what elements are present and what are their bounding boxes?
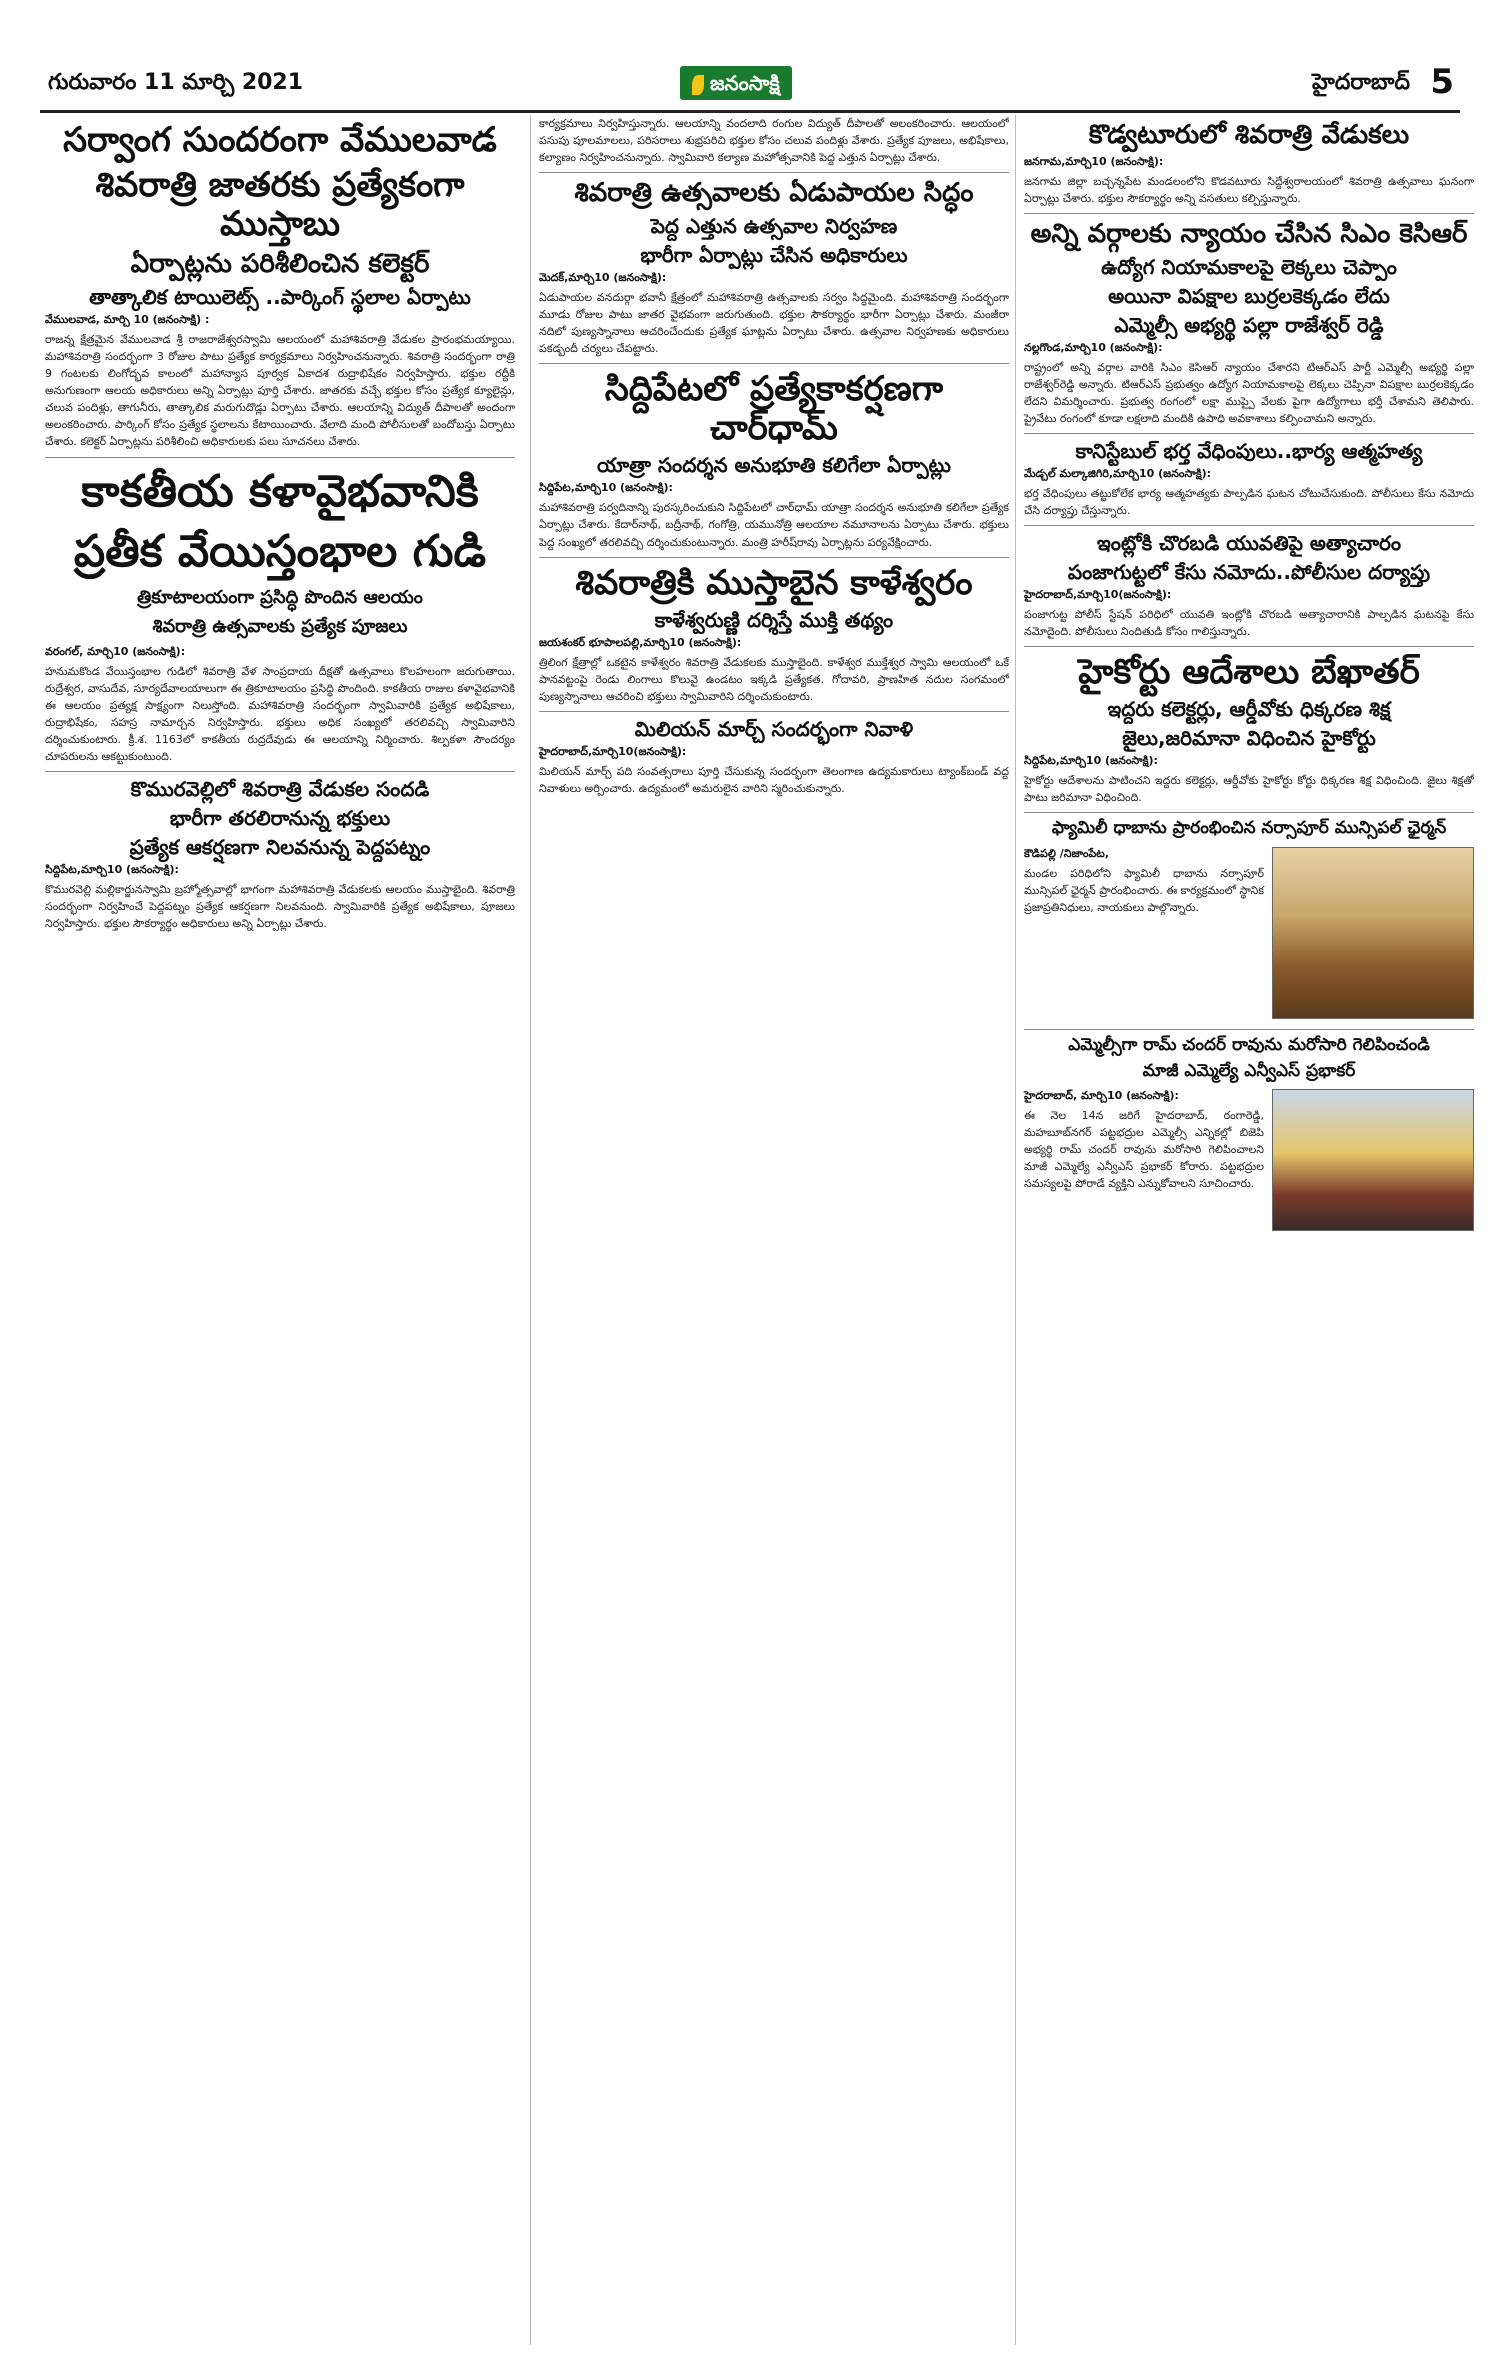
page-header bbox=[40, 60, 1460, 113]
dateline: మెదక్,మార్చి10 (జనంసాక్షి): bbox=[539, 271, 667, 285]
article-body: ఏడుపాయల వనదుర్గా భవానీ క్షేత్రంలో మహాశివరాత్రి ఉత్సవాలకు సర్వం సిద్ధమైంది. మహాశివరాత్రి సందర్భంగా మూడు రోజుల పాటు జాతర వైభవంగా జరుగుతుంది. భక్తుల సౌకర్యార్థం భారీగా ఏర్పాట్లు చేశారు. మంజీరా నదిలో పుణ్యస్నానాలు ఆచరించేందుకు ప్రత్యేక ఘాట్లను ఏర్పాటు చేశారు. ఉత్సవాల నిర్వహణకు అధికారులు పకడ్బందీ చర్యలు చేపట్టారు. bbox=[539, 291, 1009, 356]
article-body: మిలియన్ మార్చ్ పది సంవత్సరాలు పూర్తి చేసుకున్న సందర్భంగా తెలంగాణ ఉద్యమకారులు ట్యాంక్‌బండ్ వద్ద నివాళులు అర్పించారు. ఉద్యమంలో అమరులైన వారిని స్మరించుకున్నారు. bbox=[539, 764, 1009, 795]
article-body: హనుమకొండ వేయిస్తంభాల గుడిలో శివరాత్రి వేళ సాంప్రదాయ దీక్షతో ఉత్సవాలు కొలహలంగా జరుగుతాయి. రుద్రేశ్వర, వాసుదేవ, సూర్యదేవాలయాలుగా ఈ త్రికూటాలయం ప్రసిద్ధి పొందింది. కాకతీయ రాజుల కళావైభవానికి ఈ ఆలయం ప్రత్యక్ష సాక్ష్యంగా నిలుస్తోంది. మహాశివరాత్రి సందర్భంగా స్వామివారికి ప్రత్యేక అభిషేకాలు, రుద్రాభిషేకం, సహస్ర నామార్చన నిర్వహిస్తారు. భక్తులు అధిక సంఖ్యలో తరలివచ్చి స్వామివారిని దర్శించుకుంటారు. క్రీ.శ. 1163లో కాకతీయ రుద్రదేవుడు ఈ ఆలయాన్ని నిర్మించారు. శిల్పకళా సౌందర్యం చూపరులను ఆకట్టుకుంటుంది. bbox=[45, 665, 515, 764]
headline: కొడ్వటూరులో శివరాత్రి వేడుకలు bbox=[1088, 120, 1410, 150]
divider bbox=[45, 771, 515, 772]
article-body: రాష్ట్రంలో అన్ని వర్గాల వారికి సిఎం కెసిఆర్ న్యాయం చేశారని టిఆర్ఎస్ పార్టీ ఎమ్మెల్సీ అభ్యర్థి పల్లా రాజేశ్వర్‌రెడ్డి అన్నారు. టిఆర్ఎస్ ప్రభుత్వం ఉద్యోగ నియామకాలపై లెక్కలు చెప్పినా విపక్షాల బుర్రలకెక్కడం లేదని విమర్శించారు. ప్రభుత్వ రంగంలో లక్షా ముప్పై వేలకు పైగా ఉద్యోగాలు భర్తీ చేశామని తెలిపారు. ప్రైవేటు రంగంలో కూడా లక్షలాది మందికి ఉపాధి అవకాశాలు కల్పించామని అన్నారు. bbox=[1024, 360, 1474, 426]
column-2 bbox=[530, 115, 1009, 2345]
headline: సిద్దిపేటలో ప్రత్యేకాకర్షణగా చార్‌ధామ్ bbox=[604, 369, 944, 449]
divider bbox=[1024, 646, 1474, 647]
article-text bbox=[1024, 1085, 1264, 1198]
page-number: 5 bbox=[1430, 62, 1454, 102]
divider bbox=[539, 711, 1009, 712]
column-1 bbox=[45, 115, 515, 2345]
article-with-photo bbox=[1024, 1085, 1474, 1235]
headline: కాకతీయ కళావైభవానికి bbox=[81, 465, 479, 517]
article-body: కార్యక్రమాలు నిర్వహిస్తున్నారు. ఆలయాన్ని వందలాది రంగుల విద్యుత్ దీపాలతో అలంకరించారు. ఆలయంలో పసుపు పూలమాలలు, పరిసరాలు శుభ్రపరిచి భక్తుల కోసం చలువ పందిళ్లు వేశారు. ప్రత్యేక పూజలు, అభిషేకాలు, కల్యాణం నిర్వహించనున్నారు. స్వామివారి కల్యాణ మహోత్సవానికి పెద్ద ఎత్తున ఏర్పాట్లు చేశారు. bbox=[539, 117, 1009, 165]
subheadline: అయినా విపక్షాల బుర్రలకెక్కడం లేదు bbox=[1108, 283, 1390, 308]
subheadline: త్రికూటాలయంగా ప్రసిద్ధి పొందిన ఆలయం bbox=[137, 587, 423, 609]
headline: ఫ్యామిలీ ధాబాను ప్రారంభించిన నర్సాపూర్ మున్సిపల్ ఛైర్మన్ bbox=[1051, 818, 1447, 839]
dateline: హైదరాబాద్,మార్చి10(జనంసాక్షి): bbox=[539, 744, 687, 758]
subheadline: పెద్ద ఎత్తున ఉత్సవాల నిర్వహణ bbox=[650, 214, 898, 239]
headline: ప్రతీక వేయిస్తంభాల గుడి bbox=[73, 526, 487, 578]
subheadline: ఉద్యోగ నియామకాలపై లెక్కలు చెప్పాం bbox=[1101, 254, 1397, 279]
headline: మిలియన్ మార్చ్ సందర్భంగా నివాళి bbox=[634, 716, 914, 741]
dateline: నల్లగొండ,మార్చి10 (జనంసాక్షి): bbox=[1024, 340, 1163, 354]
dateline: హైదరాబాద్, మార్చి10 (జనంసాక్షి): bbox=[1024, 1089, 1179, 1103]
subheadline: భారీగా ఏర్పాట్లు చేసిన అధికారులు bbox=[640, 243, 908, 268]
divider bbox=[1024, 433, 1474, 434]
masthead-logo: జనంసాక్షి bbox=[680, 66, 792, 100]
article-body: హైకోర్టు ఆదేశాలను పాటించని ఇద్దరు కలెక్టర్లు, ఆర్డీవోకు హైకోర్టు కోర్టు ధిక్కరణ శిక్ష విధించింది. జైలు శిక్షతో పాటు జరిమానా విధించింది. bbox=[1024, 774, 1474, 805]
edition-city: హైదరాబాద్ bbox=[1312, 70, 1410, 95]
ribbon-cutting-photo bbox=[1272, 847, 1474, 1019]
dateline: సిద్దిపేట,మార్చి10 (జనంసాక్షి): bbox=[539, 481, 673, 495]
divider bbox=[1024, 812, 1474, 813]
article-body: మహాశివరాత్రి పర్వదినాన్ని పురస్కరించుకుని సిద్దిపేటలో చార్‌ధామ్ యాత్రా సందర్శన అనుభూతి కలిగేలా ప్రత్యేక ఏర్పాట్లు చేశారు. కేదార్‌నాథ్, బద్రీనాథ్, గంగోత్రి, యమునోత్రి ఆలయాల నమూనాలను ఏర్పాటు చేశారు. భక్తులు పెద్ద సంఖ్యలో తరలివచ్చి దర్శించుకుంటున్నారు. మంత్రి హరీష్‌రావు ఏర్పాట్లను పర్యవేక్షించారు. bbox=[539, 501, 1009, 549]
headline: కొమురవెల్లిలో శివరాత్రి వేడుకల సందడి bbox=[130, 777, 430, 802]
subheadline: శివరాత్రి ఉత్సవాలకు ప్రత్యేక పూజలు bbox=[152, 616, 408, 638]
divider bbox=[1024, 213, 1474, 214]
article-body: కొమురవెల్లి మల్లికార్జునస్వామి బ్రహ్మోత్సవాల్లో భాగంగా మహాశివరాత్రి వేడుకలకు ఆలయం ముస్తాబైంది. శివరాత్రి సందర్భంగా నిర్వహించే పెద్దపట్నం ప్రత్యేక ఆకర్షణగా నిలవనుంది. స్వామివారికి ప్రత్యేక అభిషేకాలు, పూజలు నిర్వహిస్తారు. భక్తుల సౌకర్యార్థం అధికారులు అన్ని ఏర్పాట్లు చేశారు. bbox=[45, 883, 515, 931]
article-body: జనగామ జిల్లా బచ్చన్నపేట మండలంలోని కొడవటూరు సిద్దేశ్వరాలయంలో శివరాత్రి ఉత్సవాలు ఘనంగా ఏర్పాట్లు చేశారు. భక్తుల సౌకర్యార్థం అన్ని వసతులు కల్పిస్తున్నారు. bbox=[1024, 174, 1474, 205]
article-body: రాజన్న క్షేత్రమైన వేములవాడ శ్రీ రాజరాజేశ్వరస్వామి ఆలయంలో మహాశివరాత్రి వేడుకల ప్రారంభమయ్యాయి. మహాశివరాత్రి సందర్భంగా 3 రోజుల పాటు ప్రత్యేక కార్యక్రమాలు నిర్వహించనున్నారు. శివరాత్రి సందర్భంగా రాత్రి 9 గంటలకు లింగోద్భవ కాలంలో మహాన్యాస పూర్వక ఏకాదశ రుద్రాభిషేకం నిర్వహిస్తారు. భక్తుల రద్దీకి అనుగుణంగా ఆలయ అధికారులు అన్ని ఏర్పాట్లు పూర్తి చేశారు. జాతరకు వచ్చే భక్తుల కోసం ప్రత్యేక క్యూలైన్లు, చలువ పందిళ్లు, తాగునీరు, తాత్కాలిక మరుగుదొడ్లు ఏర్పాటు చేశారు. ఆలయాన్ని విద్యుత్ దీపాలతో అందంగా అలంకరించారు. పార్కింగ్ కోసం ప్రత్యేక స్థలాలను కేటాయించారు. వేలాది మంది పోలీసులతో బందోబస్తు ఏర్పాటు చేశారు. కలెక్టర్ ఏర్పాట్లను పరిశీలించి అధికారులకు పలు సూచనలు చేశారు. bbox=[45, 333, 515, 449]
divider bbox=[539, 557, 1009, 558]
divider bbox=[539, 363, 1009, 364]
dateline: సిద్దిపేట,మార్చి10 (జనంసాక్షి): bbox=[1024, 754, 1158, 768]
article-body: భర్త వేధింపులు తట్టుకోలేక భార్య ఆత్మహత్యకు పాల్పడిన ఘటన చోటుచేసుకుంది. పోలీసులు కేసు నమోదు చేసి దర్యాప్తు చేస్తున్నారు. bbox=[1024, 487, 1474, 518]
subheadline: ప్రత్యేక ఆకర్షణగా నిలవనున్న పెద్దపట్నం bbox=[129, 835, 431, 860]
divider bbox=[539, 172, 1009, 173]
article-text bbox=[1024, 843, 1264, 922]
divider bbox=[45, 457, 515, 458]
article-body: త్రిలింగ క్షేత్రాల్లో ఒకటైన కాళేశ్వరం శివరాత్రి వేడుకలకు ముస్తాబైంది. కాళేశ్వర ముక్తేశ్వర స్వామి ఆలయంలో ఒకే పానవట్టంపై రెండు లింగాలు కొలువై ఉండటం ఇక్కడి ప్రత్యేకత. గోదావరి, ప్రాణహిత నదుల సంగమంలో పుణ్యస్నానాలు ఆచరించి భక్తులు స్వామివారిని దర్శించుకుంటారు. bbox=[539, 655, 1009, 703]
dateline: జయశంకర్ భూపాలపల్లి,మార్చి10 (జనంసాక్షి): bbox=[539, 635, 742, 649]
dateline: వేములవాడ, మార్చి 10 (జనంసాక్షి) : bbox=[45, 313, 210, 327]
headline: ఇంట్లోకి చొరబడి యువతిపై అత్యాచారం bbox=[1097, 531, 1401, 556]
divider bbox=[1024, 525, 1474, 526]
headline: శివరాత్రి జాతరకు ప్రత్యేకంగా ముస్తాబు bbox=[95, 165, 465, 245]
subheadline: మాజీ ఎమ్మెల్యే ఎన్వీఎస్ ప్రభాకర్ bbox=[1142, 1060, 1356, 1081]
subheadline: తాత్కాలిక టాయిలెట్స్ ..పార్కింగ్ స్థలాల ఏర్పాటు bbox=[89, 285, 471, 310]
headline: కానిస్టేబుల్ భర్త వేధింపులు..భార్య ఆత్మహత్య bbox=[1075, 439, 1423, 464]
headline: సర్వాంగ సుందరంగా వేములవాడ bbox=[63, 120, 497, 160]
headline: ఎమ్మెల్సీగా రామ్ చందర్ రావును మరోసారి గెలిపించండి bbox=[1068, 1034, 1430, 1055]
subheadline: పంజాగుట్టలో కేసు నమోదు..పోలీసుల దర్యాప్తు bbox=[1067, 560, 1431, 585]
article-with-photo bbox=[1024, 843, 1474, 1023]
subheadline: కాళేశ్వరుణ్ణి దర్శిస్తే ముక్తి తథ్యం bbox=[654, 607, 894, 632]
dateline: మేడ్చల్ మల్కాజిగిరి,మార్చి10 (జనంసాక్షి): bbox=[1024, 467, 1211, 481]
dateline: జనగామ,మార్చి10 (జనంసాక్షి): bbox=[1024, 154, 1164, 168]
meeting-photo bbox=[1272, 1089, 1474, 1231]
subheadline: జైలు,జరిమానా విధించిన హైకోర్టు bbox=[1122, 726, 1376, 751]
subheadline: యాత్రా సందర్శన అనుభూతి కలిగేలా ఏర్పాట్లు bbox=[597, 453, 951, 478]
article-body: పంజాగుట్ట పోలీస్ స్టేషన్ పరిధిలో యువతి ఇంట్లోకి చొరబడి అత్యాచారానికి పాల్పడిన ఘటనపై కేసు నమోదైంది. పోలీసులు నిందితుడి కోసం గాలిస్తున్నారు. bbox=[1024, 608, 1474, 639]
article-body: ఈ నెల 14న జరిగే హైదరాబాద్, రంగారెడ్డి, మహబూబ్‌నగర్ పట్టభద్రుల ఎమ్మెల్సీ ఎన్నికల్లో బిజెపి అభ్యర్థి రామ్ చందర్ రావును మరోసారి గెలిపించాలని మాజీ ఎమ్మెల్యే ఎన్వీఎస్ ప్రభాకర్ కోరారు. పట్టభద్రుల సమస్యలపై పోరాడే వ్యక్తిని ఎన్నుకోవాలని సూచించారు. bbox=[1024, 1109, 1264, 1191]
subheadline: ఎమ్మెల్సీ అభ్యర్థి పల్లా రాజేశ్వర్ రెడ్డి bbox=[1114, 312, 1384, 337]
headline: అన్ని వర్గాలకు న్యాయం చేసిన సిఎం కెసిఆర్ bbox=[1030, 218, 1468, 249]
dateline: హైదరాబాద్,మార్చి10(జనంసాక్షి): bbox=[1024, 588, 1172, 602]
leaf-icon bbox=[692, 75, 704, 95]
subheadline: ఇద్దరు కలెక్టర్లు, ఆర్డీవోకు ధిక్కరణ శిక్ష bbox=[1107, 697, 1391, 722]
headline: హైకోర్టు ఆదేశాలు బేఖాతర్ bbox=[1078, 652, 1420, 693]
headline: శివరాత్రి ఉత్సవాలకు ఏడుపాయల సిద్ధం bbox=[574, 178, 974, 209]
dateline: వరంగల్, మార్చి10 (జనంసాక్షి): bbox=[45, 645, 186, 659]
article-body: మండల పరిధిలోని ఫ్యామిలీ ధాబాను నర్సాపూర్ మున్సిపల్ ఛైర్మన్ ప్రారంభించారు. ఈ కార్యక్రమంలో స్థానిక ప్రజాప్రతినిధులు, నాయకులు పాల్గొన్నారు. bbox=[1024, 866, 1264, 915]
subheadline: ఏర్పాట్లను పరిశీలించిన కలెక్టర్ bbox=[130, 249, 430, 280]
headline: శివరాత్రికి ముస్తాబైన కాళేశ్వరం bbox=[575, 562, 973, 603]
divider bbox=[1024, 1029, 1474, 1030]
issue-date: గురువారం 11 మార్చి 2021 bbox=[48, 70, 304, 95]
dateline: సిద్దిపేట,మార్చి10 (జనంసాక్షి): bbox=[45, 863, 179, 877]
subheadline: భారీగా తరలిరానున్న భక్తులు bbox=[169, 806, 391, 831]
dateline: కౌడిపల్లి /నిజాంపేట, bbox=[1024, 846, 1109, 860]
column-3 bbox=[1015, 115, 1474, 2345]
